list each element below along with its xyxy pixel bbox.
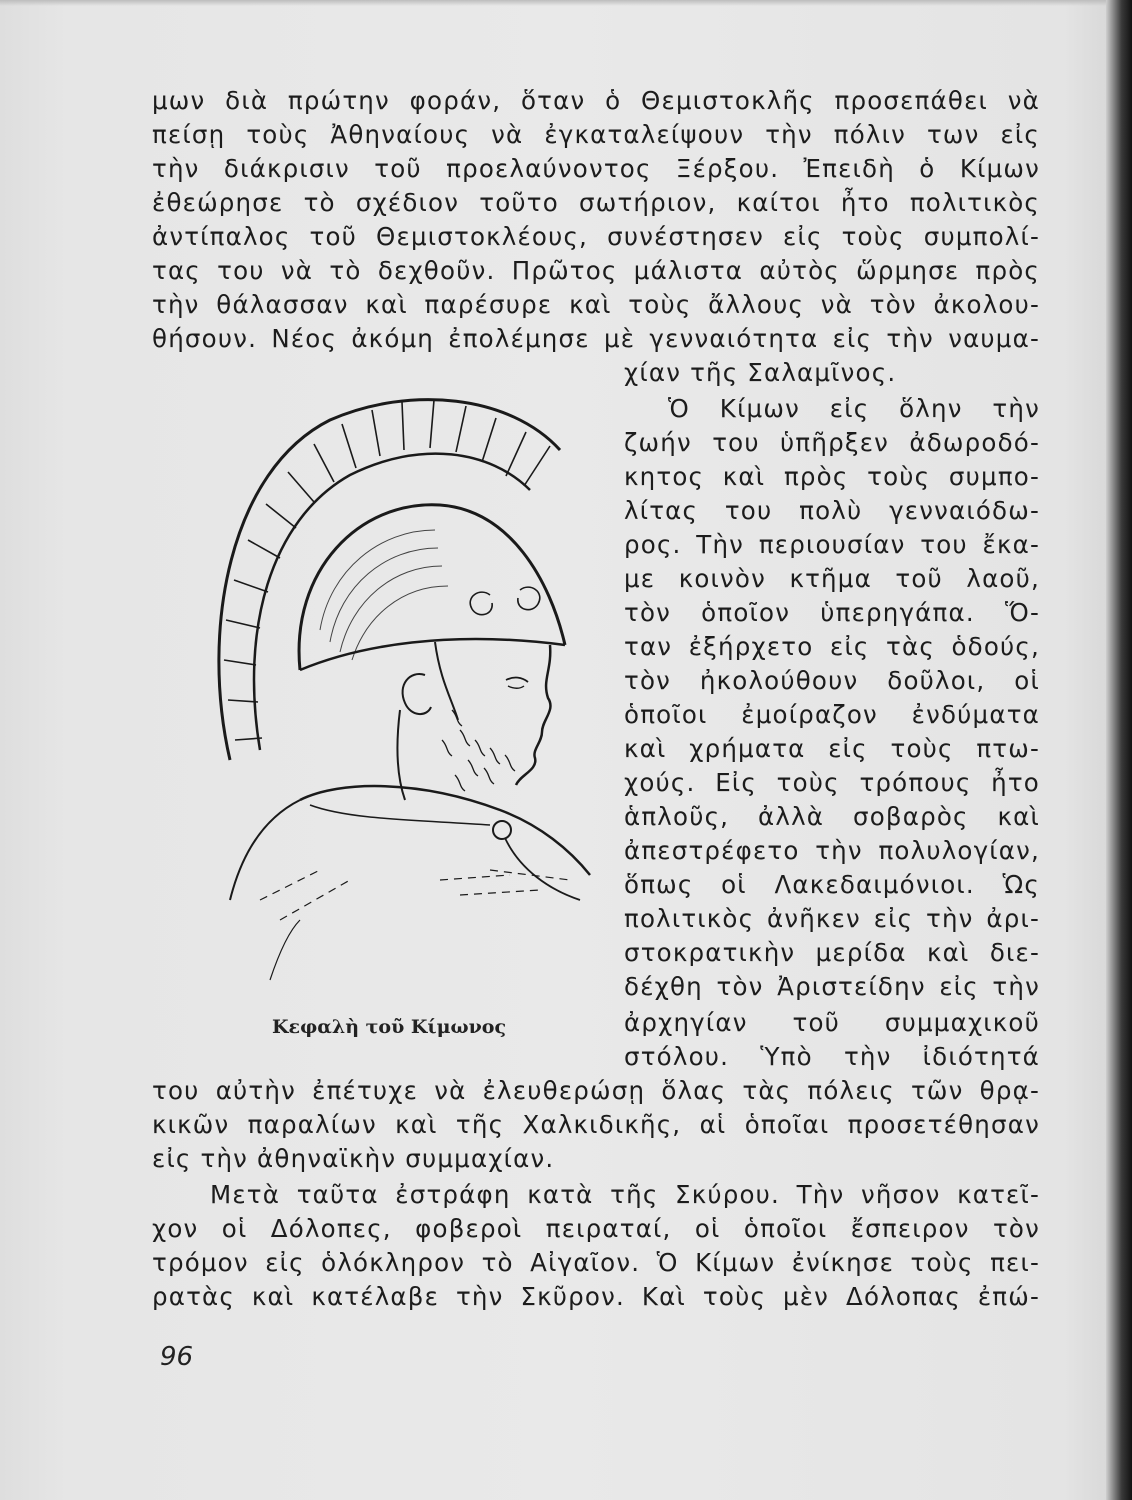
helmeted-warrior-head-illustration bbox=[190, 380, 610, 1000]
text-line: ὁποῖοι ἐμοίραζον ἐνδύματα bbox=[624, 700, 1040, 729]
text-line: χίαν τῆς Σαλαμῖνος. bbox=[624, 358, 897, 387]
text-line: ταν ἐξήρχετο εἰς τὰς ὁδούς, bbox=[624, 632, 1040, 661]
page-number: 96 bbox=[160, 1342, 194, 1372]
text-line: ἀντίπαλος τοῦ Θεμιστοκλέους, συνέστησεν εἰς τοὺς συμπολί- bbox=[152, 222, 1040, 251]
text-line: λίτας του πολὺ γενναιόδω- bbox=[624, 496, 1040, 525]
text-line: εἰς τὴν ἀθηναϊκὴν συμμαχίαν. bbox=[152, 1144, 555, 1173]
text-line: πολιτικὸς ἀνῆκεν εἰς τὴν ἀρι- bbox=[624, 904, 1040, 933]
text-line: τὸν ὁποῖον ὑπερηγάπα. Ὅ- bbox=[624, 598, 1040, 627]
text-line: τὴν θάλασσαν καὶ παρέσυρε καὶ τοὺς ἄλλους νὰ τὸν ἀκολου- bbox=[152, 290, 1040, 319]
text-line: ζωήν του ὑπῆρξεν ἀδωροδό- bbox=[624, 428, 1040, 457]
paragraph-start-line: Μετὰ ταῦτα ἐστράφη κατὰ τῆς Σκύρου. Τὴν νῆσον κατεῖ- bbox=[210, 1180, 1040, 1209]
text-line: χον οἱ Δόλοπες, φοβεροὶ πειραταί, οἱ ὁποῖοι ἔσπειρον τὸν bbox=[152, 1214, 1040, 1243]
text-line: τὴν διάκρισιν τοῦ προελαύνοντος Ξέρξου. Ἐπειδὴ ὁ Κίμων bbox=[152, 154, 1040, 183]
text-line: ὅπως οἱ Λακεδαιμόνιοι. Ὡς bbox=[624, 870, 1040, 899]
text-line: τρόμον εἰς ὁλόκληρον τὸ Αἰγαῖον. Ὁ Κίμων ἐνίκησε τοὺς πει- bbox=[152, 1248, 1040, 1277]
text-line: στοκρατικὴν μερίδα καὶ διε- bbox=[624, 938, 1040, 967]
page-top-shadow bbox=[0, 0, 1132, 6]
text-line: τὸν ἠκολούθουν δοῦλοι, οἱ bbox=[624, 666, 1040, 695]
text-line: θήσουν. Νέος ἀκόμη ἐπολέμησε μὲ γενναιότητα εἰς τὴν ναυμα- bbox=[152, 324, 1040, 353]
text-line: κικῶν παραλίων καὶ τῆς Χαλκιδικῆς, αἱ ὁποῖαι προσετέθησαν bbox=[152, 1110, 1040, 1139]
text-line: ἁπλοῦς, ἀλλὰ σοβαρὸς καὶ bbox=[624, 802, 1040, 831]
text-line: μων διὰ πρώτην φοράν, ὅταν ὁ Θεμιστοκλῆς προσεπάθει νὰ bbox=[152, 86, 1040, 115]
text-line: του αὐτὴν ἐπέτυχε νὰ ἐλευθερώσῃ ὅλας τὰς πόλεις τῶν θρᾳ- bbox=[152, 1076, 1040, 1105]
figure-caption: Κεφαλὴ τοῦ Κίμωνος bbox=[272, 1016, 507, 1038]
text-line: ἐθεώρησε τὸ σχέδιον τοῦτο σωτήριον, καίτοι ἦτο πολιτικὸς bbox=[152, 188, 1040, 217]
text-line: ρος. Τὴν περιουσίαν του ἔκα- bbox=[624, 530, 1040, 559]
text-line: χούς. Εἰς τοὺς τρόπους ἦτο bbox=[624, 768, 1040, 797]
text-line: ἀπεστρέφετο τὴν πολυλογίαν, bbox=[624, 836, 1040, 865]
text-line: καὶ χρήματα εἰς τοὺς πτω- bbox=[624, 734, 1040, 763]
text-line: ρατὰς καὶ κατέλαβε τὴν Σκῦρον. Καὶ τοὺς μὲν Δόλοπας ἐπώ- bbox=[152, 1282, 1040, 1311]
text-line: στόλου. Ὑπὸ τὴν ἰδιότητά bbox=[624, 1042, 1040, 1071]
text-line: δέχθη τὸν Ἀριστείδην εἰς τὴν bbox=[624, 972, 1040, 1001]
text-line: κητος καὶ πρὸς τοὺς συμπο- bbox=[624, 462, 1040, 491]
text-line: με κοινὸν κτῆμα τοῦ λαοῦ, bbox=[624, 564, 1040, 593]
text-line: τας του νὰ τὸ δεχθοῦν. Πρῶτος μάλιστα αὐτὸς ὥρμησε πρὸς bbox=[152, 256, 1040, 285]
book-spine-edge bbox=[1106, 0, 1132, 1500]
paragraph-start-line: Ὁ Κίμων εἰς ὅλην τὴν bbox=[668, 394, 1040, 423]
text-line: ἀρχηγίαν τοῦ συμμαχικοῦ bbox=[624, 1008, 1040, 1037]
text-line: πείσῃ τοὺς Ἀθηναίους νὰ ἐγκαταλείψουν τὴν πόλιν των εἰς bbox=[152, 120, 1040, 149]
